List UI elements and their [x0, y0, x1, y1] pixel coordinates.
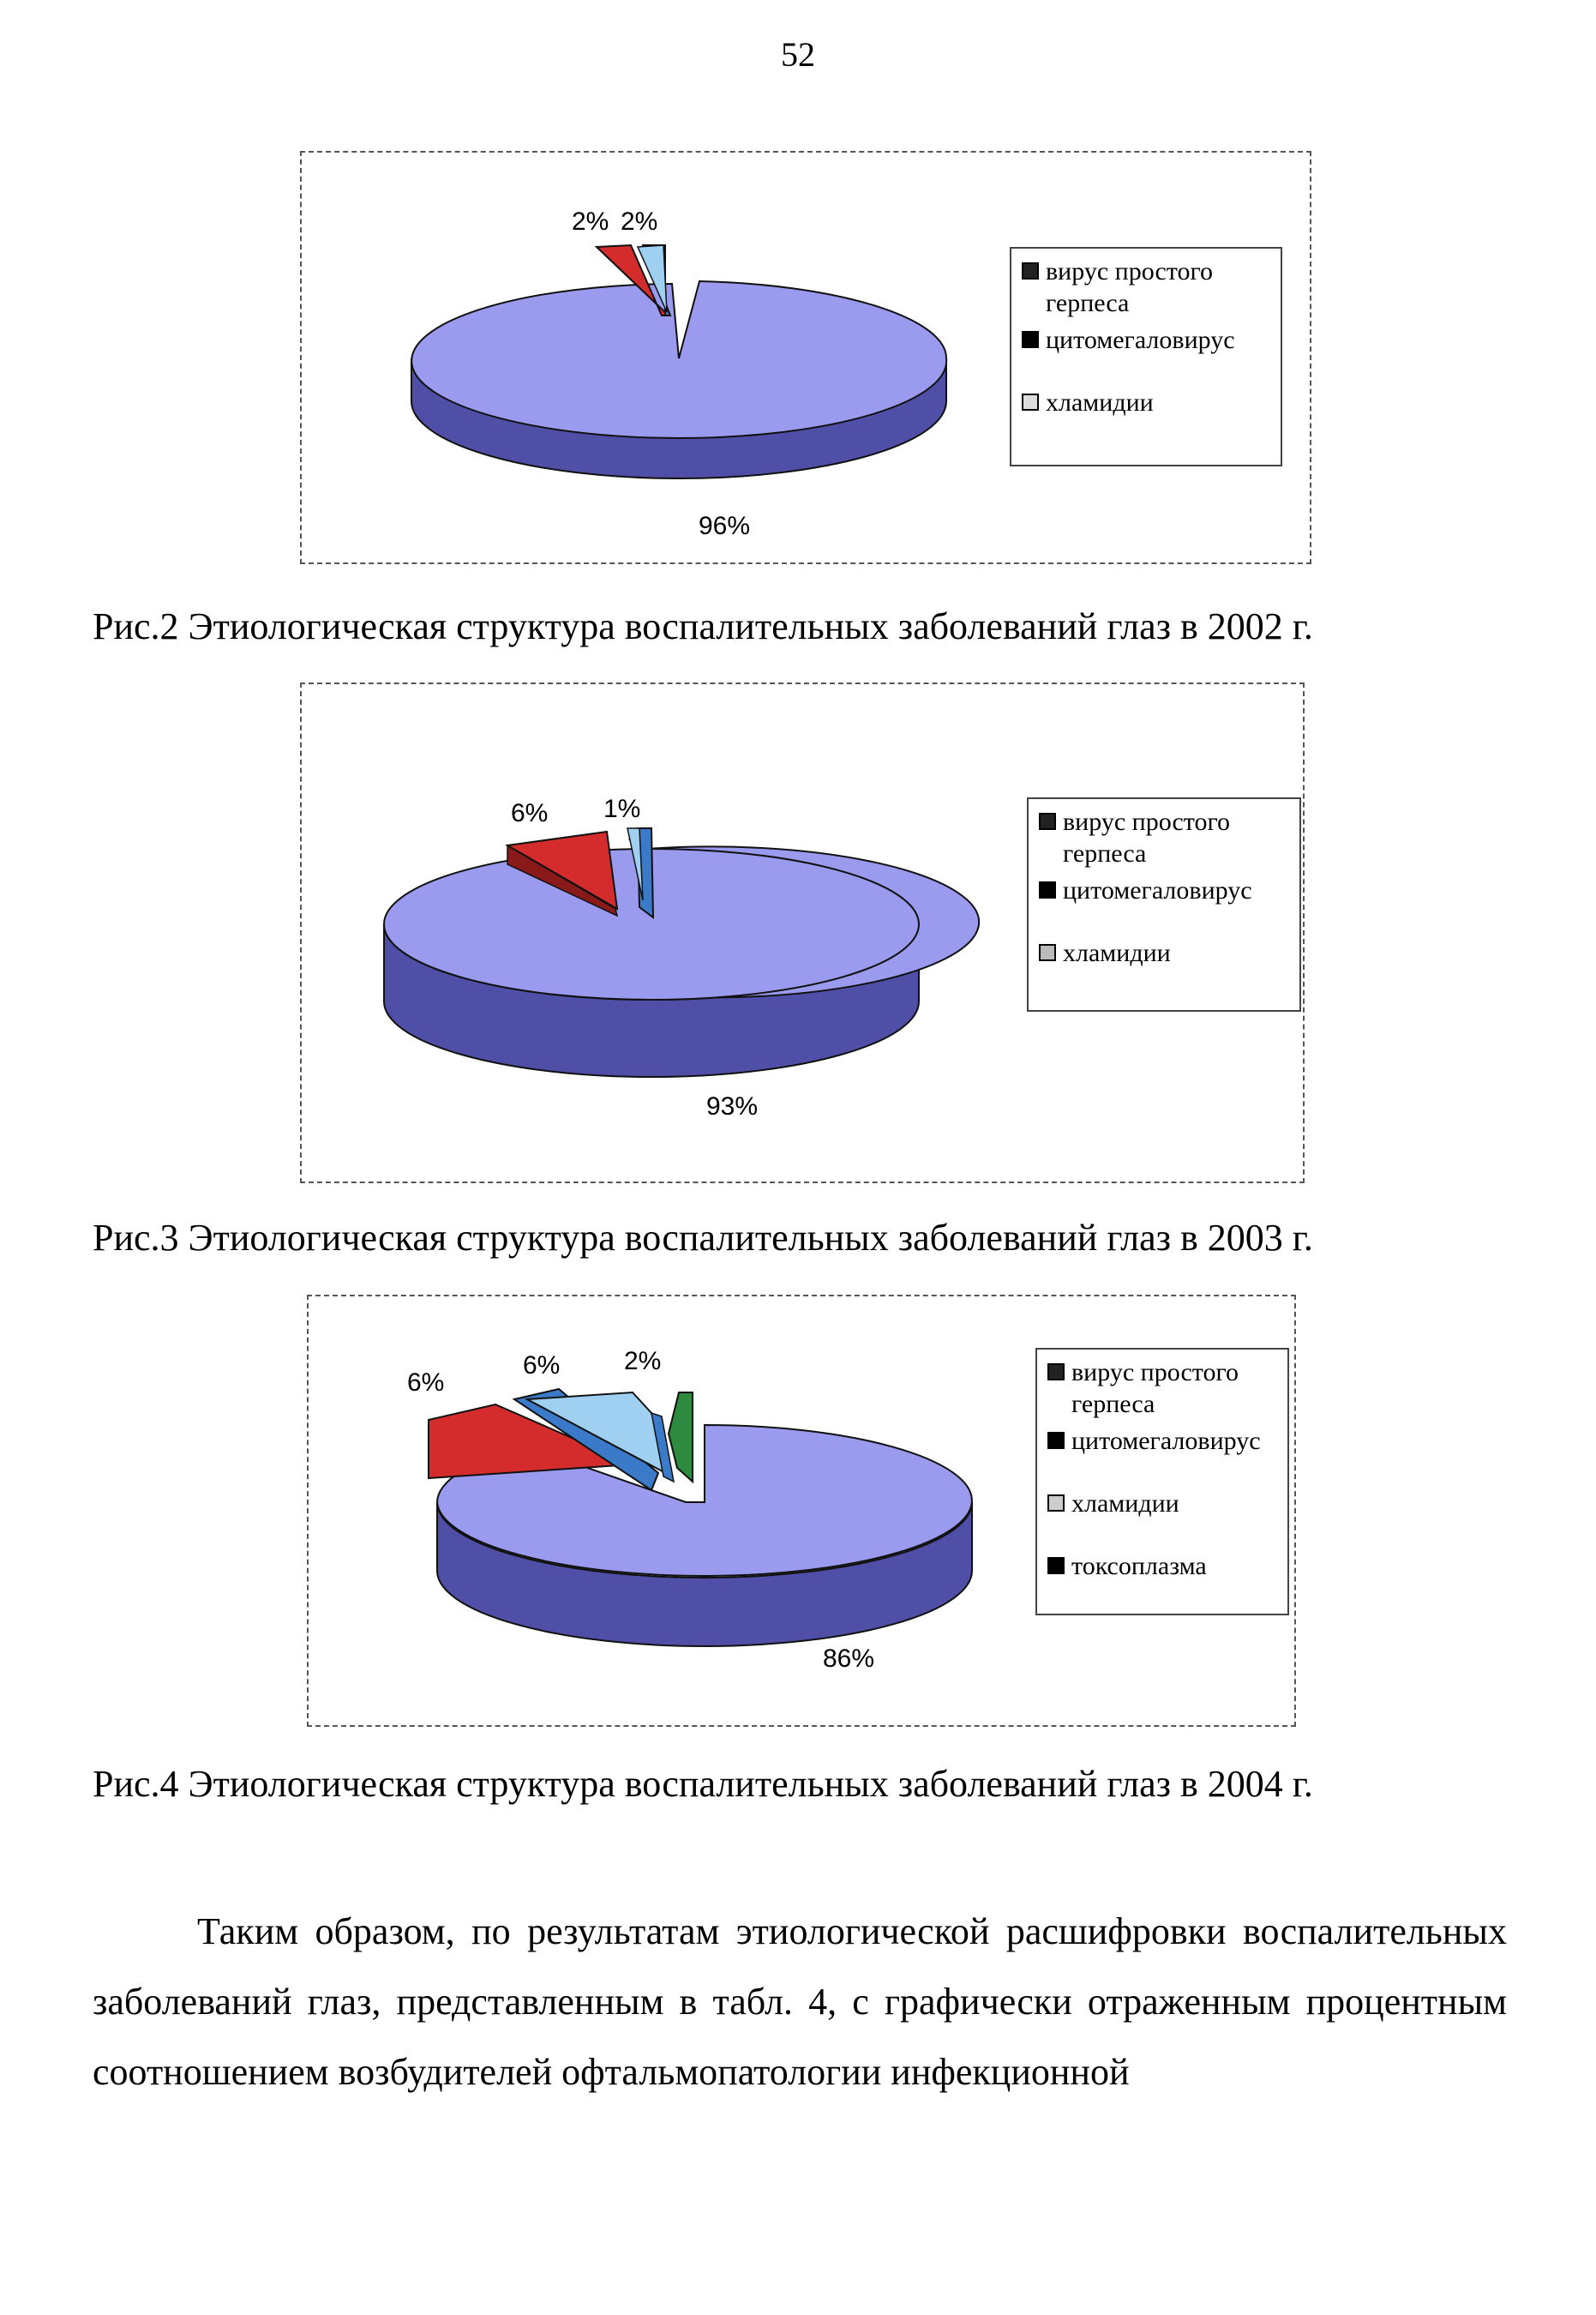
legend-item-cmv [1039, 875, 1294, 906]
pie-top-main-2002 [411, 281, 946, 438]
legend-item-chlamydia [1047, 1488, 1282, 1519]
legend-swatch-toxoplasma [1047, 1557, 1065, 1574]
chart-figure-3 [300, 682, 1305, 1183]
legend-item-cmv [1022, 324, 1275, 356]
legend-swatch-herpes [1047, 1363, 1065, 1380]
legend-item-chlamydia [1039, 937, 1294, 969]
legend-label-chlamydia: хламидии [1063, 939, 1171, 967]
legend-label-cmv: цитомегаловирус [1046, 326, 1235, 354]
label-2003-b: 1% [603, 795, 641, 823]
label-2004-a: 6% [407, 1368, 445, 1397]
legend-swatch-chlamydia [1047, 1494, 1065, 1512]
chart-figure-4 [307, 1295, 1296, 1727]
label-2004-b: 6% [523, 1351, 561, 1380]
legend-swatch-chlamydia [1022, 394, 1039, 411]
body-paragraph: Таким образом, по результатам этиологической расшифровки воспалительных заболеваний глаз, представленным в табл. 4, с графически отраженным процентным соотношением возбудителей офтальмопатологии инфекционной [93, 1910, 1507, 2093]
label-2002-a: 2% [572, 207, 609, 236]
legend-label-herpes: вирус простого герпеса [1063, 808, 1231, 868]
legend-swatch-cmv [1047, 1432, 1065, 1449]
legend-label-cmv: цитомегаловирус [1071, 1427, 1261, 1455]
label-2002-c: 96% [699, 512, 751, 540]
label-2004-c: 2% [624, 1347, 662, 1375]
legend-swatch-cmv [1022, 331, 1039, 348]
label-2003-c: 93% [706, 1092, 759, 1121]
caption-figure-2: Рис.2 Этиологическая структура воспалительных заболеваний глаз в 2002 г. [93, 605, 1313, 647]
label-2002-b: 2% [621, 207, 658, 236]
legend-item-chlamydia [1022, 387, 1275, 418]
legend-item-toxoplasma [1047, 1550, 1282, 1582]
legend-swatch-herpes [1022, 262, 1039, 280]
legend-label-chlamydia: хламидии [1046, 388, 1154, 417]
label-2004-d: 86% [823, 1645, 875, 1673]
chart-figure-2 [300, 151, 1311, 564]
label-2003-a: 6% [511, 799, 549, 827]
caption-figure-4: Рис.4 Этиологическая структура воспалительных заболеваний глаз в 2004 г. [93, 1763, 1313, 1805]
legend-item-cmv [1047, 1425, 1282, 1457]
legend-label-toxoplasma: токсоплазма [1071, 1552, 1207, 1580]
page-number: 52 [781, 35, 815, 74]
legend-label-herpes: вирус простого герпеса [1046, 257, 1214, 317]
legend-label-herpes: вирус простого герпеса [1071, 1358, 1239, 1418]
legend-2002 [1010, 247, 1282, 466]
legend-label-chlamydia: хламидии [1071, 1489, 1179, 1518]
legend-item-herpes [1039, 806, 1294, 869]
legend-swatch-chlamydia [1039, 944, 1056, 961]
legend-swatch-herpes [1039, 813, 1056, 830]
caption-figure-3: Рис.3 Этиологическая структура воспалительных заболеваний глаз в 2003 г. [93, 1217, 1313, 1259]
pie-slice-toxo-2004 [669, 1392, 693, 1482]
legend-2003 [1027, 797, 1301, 1012]
legend-2004 [1035, 1348, 1289, 1615]
legend-item-herpes [1047, 1356, 1282, 1420]
legend-swatch-cmv [1039, 881, 1056, 899]
legend-label-cmv: цитомегаловирус [1063, 876, 1252, 905]
legend-item-herpes [1022, 256, 1275, 319]
